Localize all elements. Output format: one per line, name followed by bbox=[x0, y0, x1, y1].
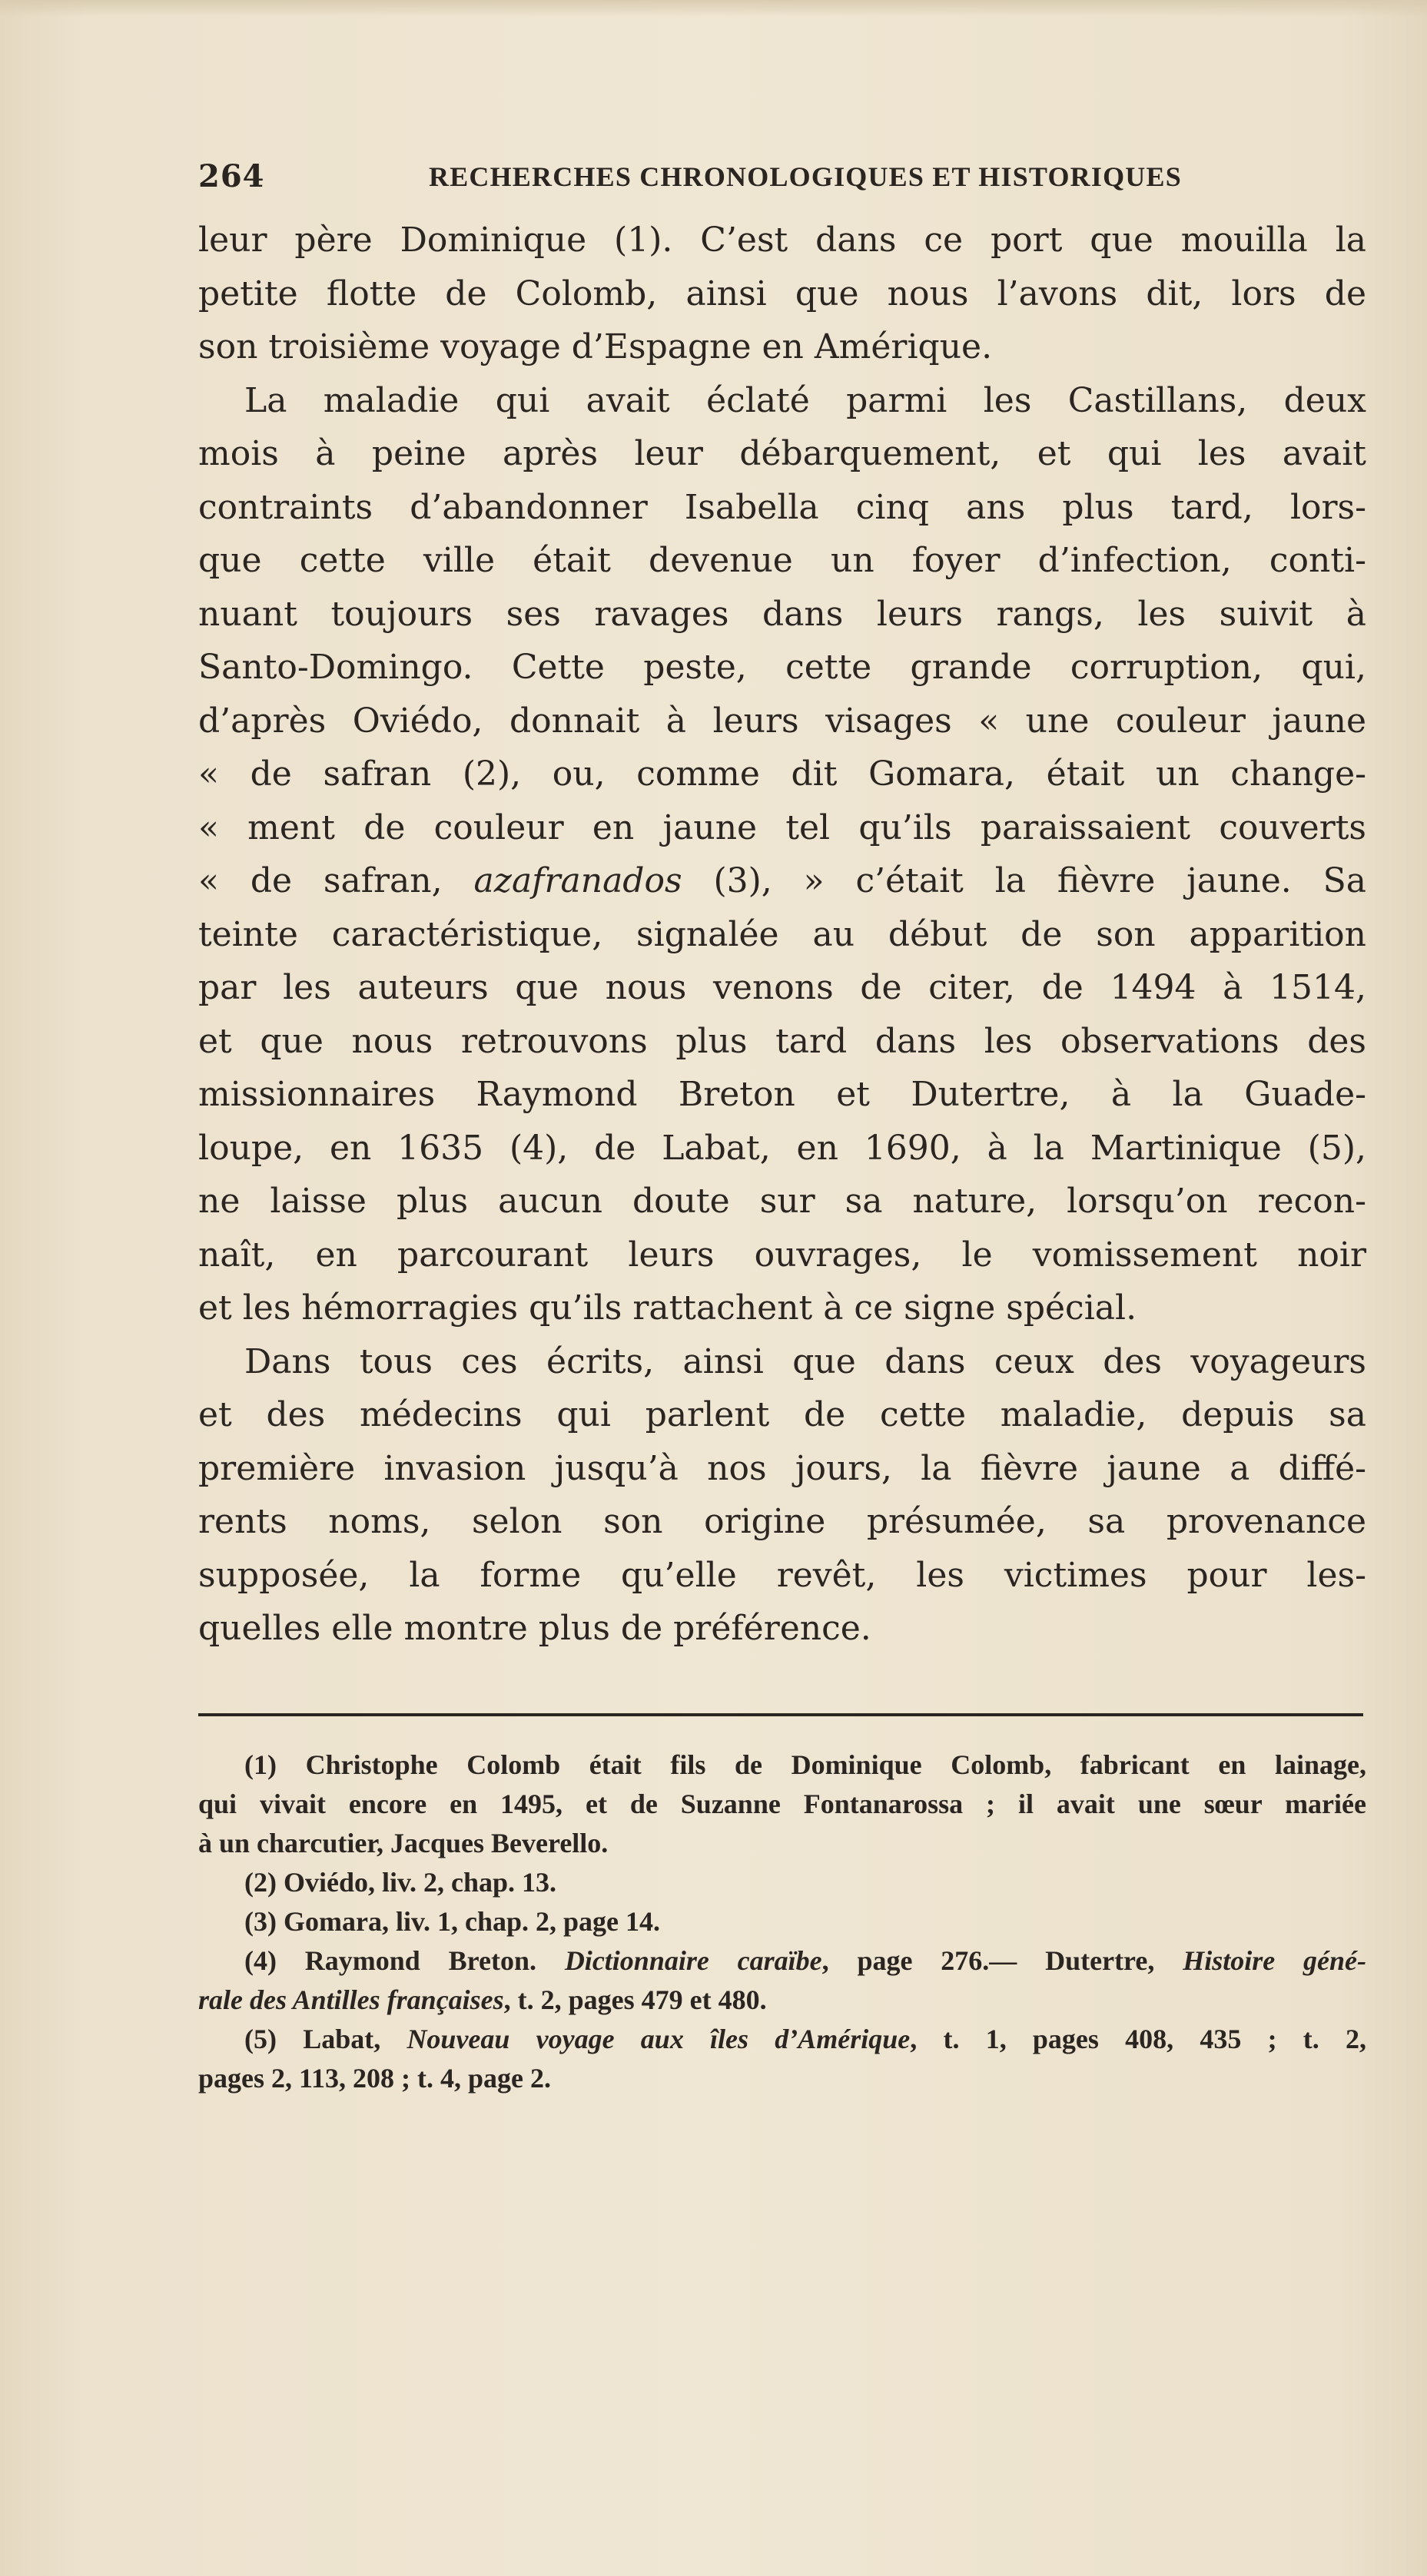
text-segment: (5) Labat, bbox=[244, 2024, 407, 2054]
footnote-1 bbox=[198, 1746, 1366, 1863]
text-line: teinte caractéristique, signalée au début de son apparition bbox=[198, 914, 1366, 954]
text-line: d’après Oviédo, donnait à leurs visages « une couleur jaune bbox=[198, 701, 1366, 741]
text-line: « de safran (2), ou, comme dit Gomara, était un change- bbox=[198, 754, 1366, 794]
footnote-3 bbox=[198, 1902, 1366, 1941]
text-segment: (4) Raymond Breton. bbox=[244, 1945, 565, 1976]
text-line: et des médecins qui parlent de cette maladie, depuis sa bbox=[198, 1395, 1366, 1434]
page-top-edge bbox=[0, 0, 1427, 17]
text-segment: « de safran, bbox=[198, 861, 474, 900]
text-line: Santo-Domingo. Cette peste, cette grande corruption, qui, bbox=[198, 648, 1366, 687]
italic-term-azafranados: azafranados bbox=[473, 861, 682, 900]
text-line: et que nous retrouvons plus tard dans les observations des bbox=[198, 1021, 1366, 1061]
footnotes bbox=[198, 1746, 1366, 2098]
text-line: mois à peine après leur débarquement, et qui les avait bbox=[198, 434, 1366, 473]
text-line: ne laisse plus aucun doute sur sa nature, lorsqu’on recon- bbox=[198, 1182, 1366, 1221]
footnote-line: (1) Christophe Colomb était fils de Dominique Colomb, fabricant en lainage, bbox=[244, 1749, 1366, 1780]
text-line: petite flotte de Colomb, ainsi que nous l’avons dit, lors de bbox=[198, 274, 1366, 313]
body-text bbox=[198, 214, 1366, 1656]
text-line-composite bbox=[198, 854, 1366, 908]
italic-title: Histoire géné- bbox=[1183, 1945, 1366, 1976]
footnote-line: à un charcutier, Jacques Beverello. bbox=[198, 1828, 609, 1858]
footnote-line: pages 2, 113, 208 ; t. 4, page 2. bbox=[198, 2063, 551, 2094]
text-line: supposée, la forme qu’elle revêt, les victimes pour les- bbox=[198, 1555, 1366, 1595]
text-line: par les auteurs que nous venons de citer, de 1494 à 1514, bbox=[198, 968, 1366, 1007]
paragraph-2 bbox=[198, 374, 1366, 1335]
text-line: quelles elle montre plus de préférence. bbox=[198, 1609, 871, 1648]
text-line: Dans tous ces écrits, ainsi que dans ceux des voyageurs bbox=[244, 1341, 1366, 1381]
text-line: son troisième voyage d’Espagne en Amérique. bbox=[198, 327, 993, 366]
page-header bbox=[198, 154, 1228, 200]
text-line: nuant toujours ses ravages dans leurs rangs, les suivit à bbox=[198, 594, 1366, 634]
footnote-line: (3) Gomara, liv. 1, chap. 2, page 14. bbox=[244, 1906, 660, 1937]
footnote-line-composite bbox=[198, 1981, 1366, 2020]
text-line: missionnaires Raymond Breton et Dutertre, à la Guade- bbox=[198, 1075, 1366, 1114]
text-line: naît, en parcourant leurs ouvrages, le vomissement noir bbox=[198, 1235, 1366, 1275]
footnote-4 bbox=[198, 1941, 1366, 2020]
page-number: 264 bbox=[198, 158, 265, 194]
text-line: que cette ville était devenue un foyer d’infection, conti- bbox=[198, 541, 1366, 580]
text-segment: , t. 1, pages 408, 435 ; t. 2, bbox=[910, 2024, 1366, 2054]
text-line: et les hémorragies qu’ils rattachent à ce signe spécial. bbox=[198, 1288, 1137, 1328]
text-line: première invasion jusqu’à nos jours, la fièvre jaune a diffé- bbox=[198, 1448, 1366, 1488]
paragraph-3 bbox=[198, 1335, 1366, 1656]
text-line: « ment de couleur en jaune tel qu’ils paraissaient couverts bbox=[198, 807, 1366, 847]
footnote-5 bbox=[198, 2020, 1366, 2098]
text-line: contraints d’abandonner Isabella cinq ans plus tard, lors- bbox=[198, 487, 1366, 527]
paragraph-1 bbox=[198, 214, 1366, 374]
text-segment: , t. 2, pages 479 et 480. bbox=[503, 1984, 767, 2015]
footnote-divider bbox=[198, 1713, 1363, 1716]
text-line: La maladie qui avait éclaté parmi les Castillans, deux bbox=[244, 380, 1366, 420]
italic-title: Nouveau voyage aux îles d’Amérique bbox=[407, 2024, 911, 2054]
italic-title: Dictionnaire caraïbe bbox=[564, 1945, 822, 1976]
text-line: leur père Dominique (1). C’est dans ce port que mouilla la bbox=[198, 220, 1366, 260]
italic-title: rale des Antilles françaises bbox=[198, 1984, 504, 2015]
text-line: rents noms, selon son origine présumée, sa provenance bbox=[198, 1502, 1366, 1541]
text-line: loupe, en 1635 (4), de Labat, en 1690, à la Martinique (5), bbox=[198, 1128, 1366, 1168]
text-segment: (3), » c’était la fièvre jaune. Sa bbox=[682, 861, 1367, 900]
footnote-line-composite bbox=[198, 1941, 1366, 1981]
footnote-2 bbox=[198, 1863, 1366, 1902]
text-segment: , page 276.— Dutertre, bbox=[821, 1945, 1183, 1976]
footnote-line: (2) Oviédo, liv. 2, chap. 13. bbox=[244, 1867, 557, 1898]
footnote-line: qui vivait encore en 1495, et de Suzanne Fontanarossa ; il avait une sœur mariée bbox=[198, 1789, 1366, 1819]
running-head: RECHERCHES CHRONOLOGIQUES ET HISTORIQUES bbox=[429, 161, 1182, 192]
footnote-line-composite bbox=[198, 2020, 1366, 2059]
